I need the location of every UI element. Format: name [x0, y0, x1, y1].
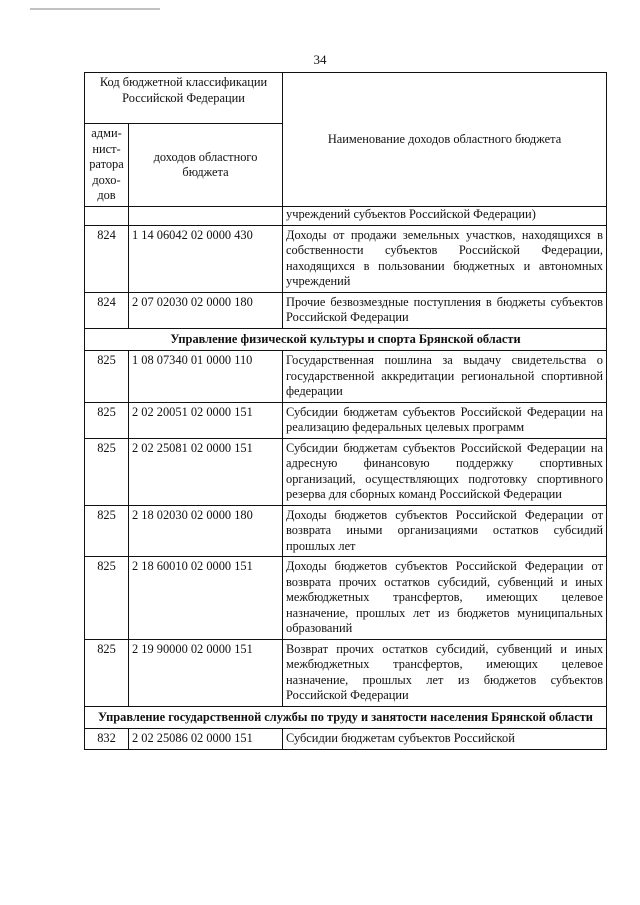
table-row [85, 438, 607, 505]
income-code-cell: 2 02 25086 02 0000 151 [129, 729, 283, 750]
income-code-cell: 2 02 20051 02 0000 151 [129, 402, 283, 438]
admin-code-cell: 825 [85, 438, 129, 505]
continuation-code-cell [129, 207, 283, 226]
income-code-cell: 1 14 06042 02 0000 430 [129, 225, 283, 292]
income-name-cell: Субсидии бюджетам субъектов Российской [283, 729, 607, 750]
header-row-1 [85, 73, 607, 124]
table-row [85, 402, 607, 438]
income-code-cell: 1 08 07340 01 0000 110 [129, 351, 283, 403]
section-heading: Управление государственной службы по труду и занятости населения Брянской области [85, 706, 607, 729]
income-name-cell: Доходы бюджетов субъектов Российской Федерации от возврата иными организациями остатков субсидий прошлых лет [283, 505, 607, 557]
section-heading: Управление физической культуры и спорта Брянской области [85, 328, 607, 351]
table-row [85, 729, 607, 750]
continuation-row [85, 207, 607, 226]
continuation-admin-cell [85, 207, 129, 226]
header-name-column: Наименование доходов областного бюджета [283, 73, 607, 207]
continuation-text: учреждений субъектов Российской Федерации) [283, 207, 607, 226]
admin-code-cell: 825 [85, 557, 129, 640]
table-row [85, 639, 607, 706]
header-admin-column: адми-нист-ратора дохо-дов [85, 124, 129, 207]
income-code-cell: 2 18 02030 02 0000 180 [129, 505, 283, 557]
budget-table [84, 72, 607, 750]
table-row [85, 292, 607, 328]
section-row [85, 328, 607, 351]
income-name-cell: Прочие безвозмездные поступления в бюджеты субъектов Российской Федерации [283, 292, 607, 328]
section-row [85, 706, 607, 729]
admin-code-cell: 825 [85, 505, 129, 557]
income-code-cell: 2 02 25081 02 0000 151 [129, 438, 283, 505]
admin-code-cell: 824 [85, 292, 129, 328]
income-name-cell: Субсидии бюджетам субъектов Российской Федерации на адресную финансовую поддержку спортивных организаций, осуществляющих подготовку спортивного резерва для сборных команд Российской Федерации [283, 438, 607, 505]
header-income-column: доходов областного бюджета [129, 124, 283, 207]
table-row [85, 351, 607, 403]
page-number: 34 [313, 52, 327, 67]
income-code-cell: 2 07 02030 02 0000 180 [129, 292, 283, 328]
income-code-cell: 2 19 90000 02 0000 151 [129, 639, 283, 706]
income-name-cell: Возврат прочих остатков субсидий, субвенций и иных межбюджетных трансфертов, имеющих целевое назначение, прошлых лет из бюджетов субъектов Российской Федерации [283, 639, 607, 706]
income-name-cell: Государственная пошлина за выдачу свидетельства о государственной аккредитации региональной спортивной федерации [283, 351, 607, 403]
header-code-group: Код бюджетной классификации Российской Федерации [85, 73, 283, 124]
admin-code-cell: 832 [85, 729, 129, 750]
income-name-cell: Доходы бюджетов субъектов Российской Федерации от возврата прочих остатков субсидий, субвенций и иных межбюджетных трансфертов, имеющих целевое назначение, прошлых лет из бюджетов муниципальных образований [283, 557, 607, 640]
admin-code-cell: 824 [85, 225, 129, 292]
table-row [85, 557, 607, 640]
income-name-cell: Доходы от продажи земельных участков, находящихся в собственности субъектов Российской Федерации, находящихся в пользовании бюджетных и автономных учреждений [283, 225, 607, 292]
scan-edge-mark [30, 0, 160, 10]
table-row [85, 225, 607, 292]
admin-code-cell: 825 [85, 351, 129, 403]
income-name-cell: Субсидии бюджетам субъектов Российской Федерации на реализацию федеральных целевых программ [283, 402, 607, 438]
table-row [85, 505, 607, 557]
admin-code-cell: 825 [85, 402, 129, 438]
admin-code-cell: 825 [85, 639, 129, 706]
income-code-cell: 2 18 60010 02 0000 151 [129, 557, 283, 640]
